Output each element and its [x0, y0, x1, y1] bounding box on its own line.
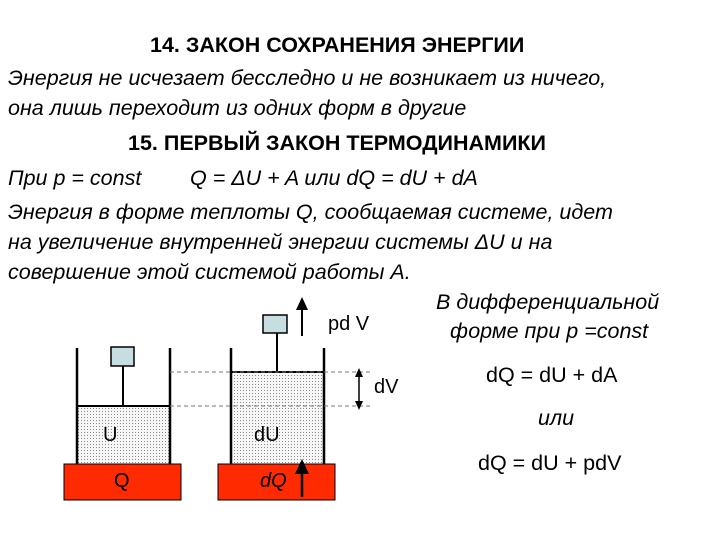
first-law-text-1: Энергия в форме теплоты Q, сообщаемая системе, идет	[8, 200, 613, 224]
first-law-formula: Q = ΔU + A или dQ = dU + dA	[190, 166, 478, 190]
section-14-title: 14. ЗАКОН СОХРАНЕНИЯ ЭНЕРГИИ	[150, 33, 525, 57]
first-law-text-3: совершение этой системой работы А.	[8, 260, 411, 284]
equation-dq-pdv: dQ = dU + pdV	[478, 451, 622, 475]
right-du-label: dU	[254, 424, 280, 446]
left-u-label: U	[103, 424, 118, 446]
left-weight	[111, 347, 134, 366]
right-gas	[232, 372, 323, 463]
right-dq-label: dQ	[260, 470, 287, 492]
first-law-text-2: на увеличение внутренней энергии системы ΔU и на	[8, 230, 553, 254]
pdv-label: pd V	[328, 313, 370, 335]
dv-double-arrow	[355, 368, 363, 410]
energy-conservation-text-2: она лишь переходит из одних форм в другие	[8, 96, 467, 120]
differential-form-line-2: форме при p =const	[450, 319, 649, 343]
condition-text: При p = const	[8, 166, 142, 190]
left-gas	[78, 406, 169, 463]
differential-form-line-1: В дифференциальной	[436, 290, 660, 314]
left-q-label: Q	[114, 470, 130, 492]
equation-dq-da: dQ = dU + dA	[486, 363, 618, 387]
pdv-up-arrow	[296, 297, 308, 336]
or-text: или	[538, 406, 575, 430]
right-weight	[263, 315, 287, 333]
dv-label: dV	[374, 376, 399, 398]
energy-conservation-text-1: Энергия не исчезает бесследно и не возникает из ничего,	[8, 66, 607, 90]
section-15-title: 15. ПЕРВЫЙ ЗАКОН ТЕРМОДИНАМИКИ	[128, 131, 546, 155]
